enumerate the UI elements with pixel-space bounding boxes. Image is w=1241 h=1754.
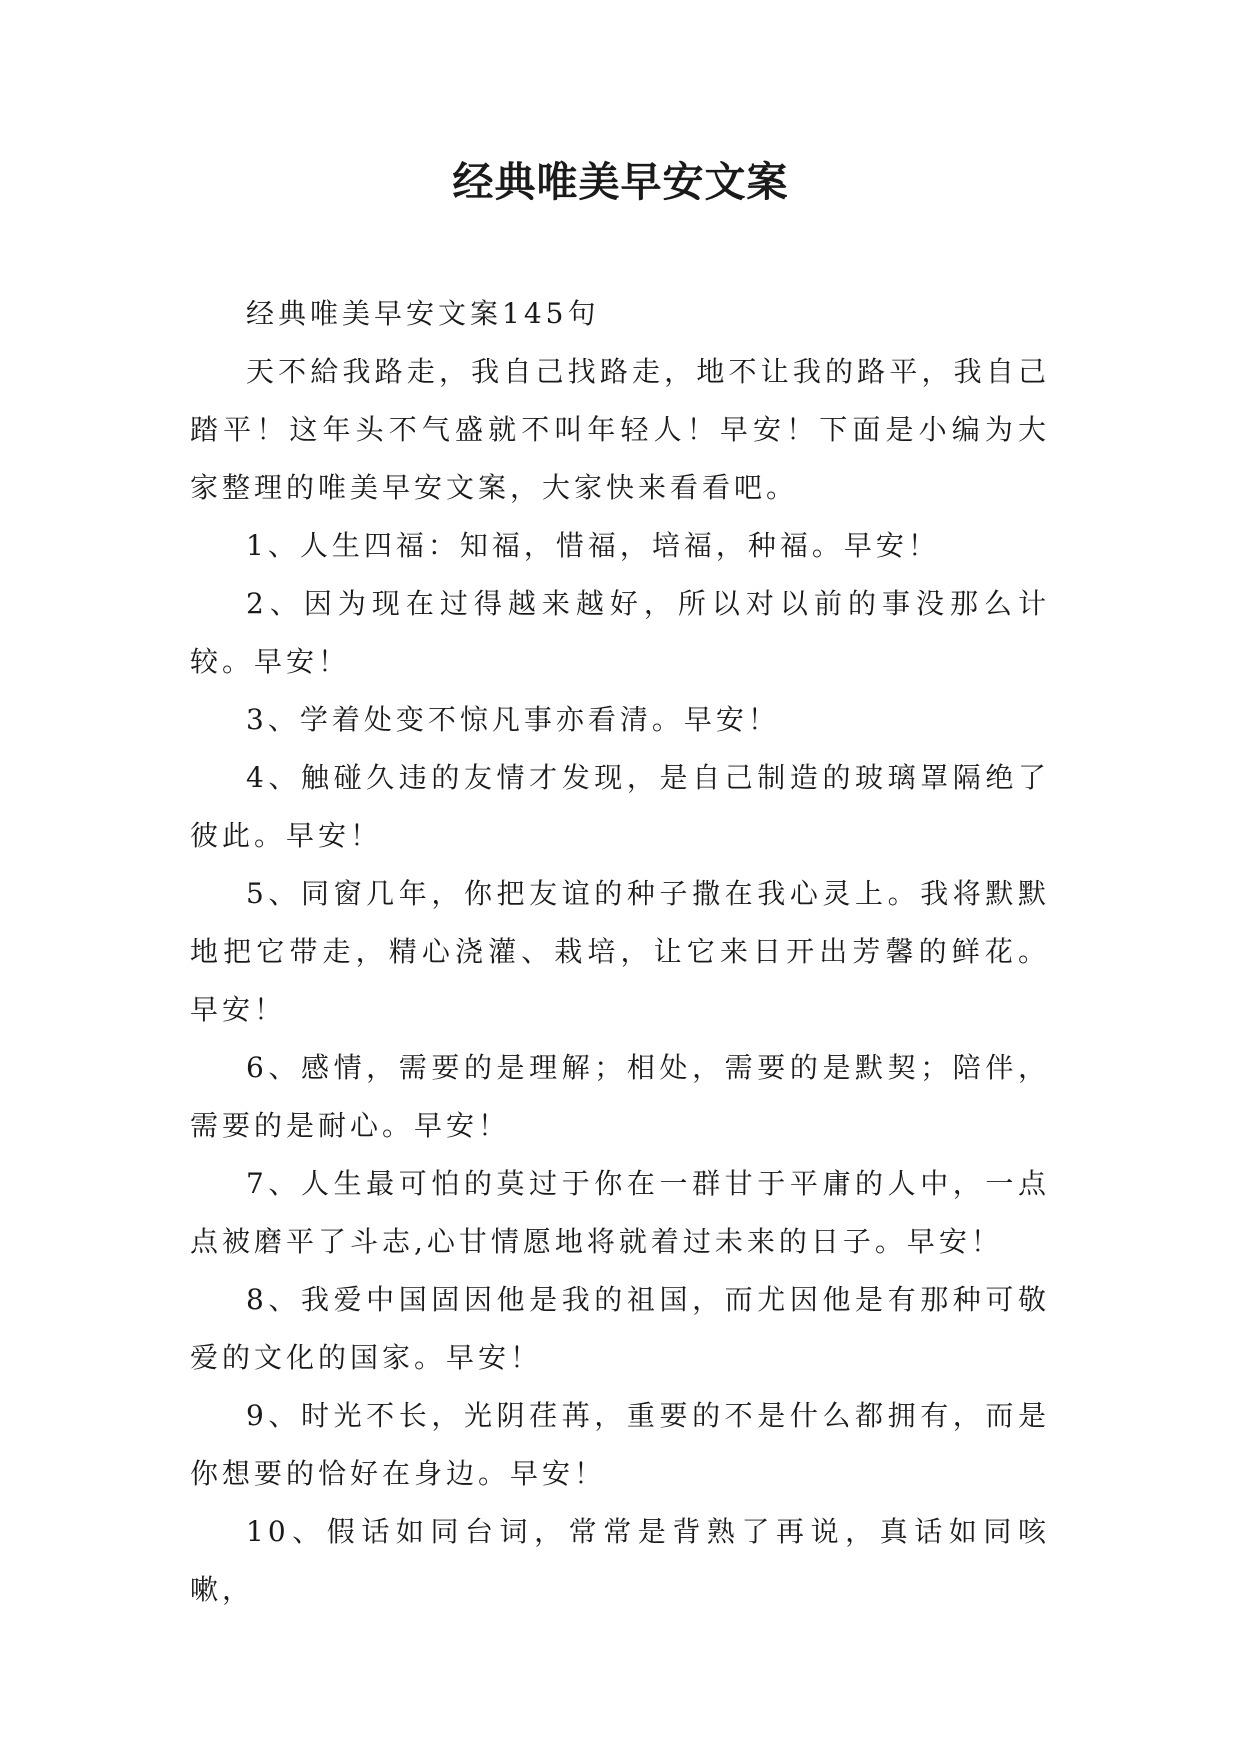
quote-paragraph: 8、我爱中国固因他是我的祖国，而尤因他是有那种可敬爱的文化的国家。早安！ (190, 1283, 1050, 1374)
quote-paragraph: 2、因为现在过得越来越好，所以对以前的事没那么计较。早安！ (190, 587, 1050, 678)
quote-paragraph: 9、时光不长，光阴荏苒，重要的不是什么都拥有，而是你想要的恰好在身边。早安！ (190, 1399, 1050, 1490)
quote-paragraph: 4、触碰久违的友情才发现，是自己制造的玻璃罩隔绝了彼此。早安！ (190, 761, 1050, 852)
document-body (190, 285, 1050, 1619)
document-title: 经典唯美早安文案 (452, 158, 789, 206)
quote-paragraph: 7、人生最可怕的莫过于你在一群甘于平庸的人中，一点点被磨平了斗志,心甘情愿地将就着过未来的日子。早安！ (190, 1167, 1050, 1258)
quote-paragraph: 3、学着处变不惊凡事亦看清。早安！ (246, 703, 780, 736)
intro-paragraph: 天不給我路走，我自己找路走，地不让我的路平，我自己踏平！这年头不气盛就不叫年轻人！早安！下面是小编为大家整理的唯美早安文案，大家快来看看吧。 (190, 355, 1050, 504)
quote-paragraph: 10、假话如同台词，常常是背熟了再说，真话如同咳嗽， (190, 1515, 1050, 1606)
quote-paragraph: 6、感情，需要的是理解；相处，需要的是默契；陪伴，需要的是耐心。早安！ (190, 1051, 1050, 1142)
subtitle-paragraph: 经典唯美早安文案145句 (246, 297, 600, 330)
quote-paragraph: 5、同窗几年，你把友谊的种子撒在我心灵上。我将默默地把它带走，精心浇灌、栽培，让它来日开出芳馨的鲜花。早安！ (190, 877, 1050, 1026)
quote-paragraph: 1、人生四福：知福，惜福，培福，种福。早安！ (246, 529, 940, 562)
